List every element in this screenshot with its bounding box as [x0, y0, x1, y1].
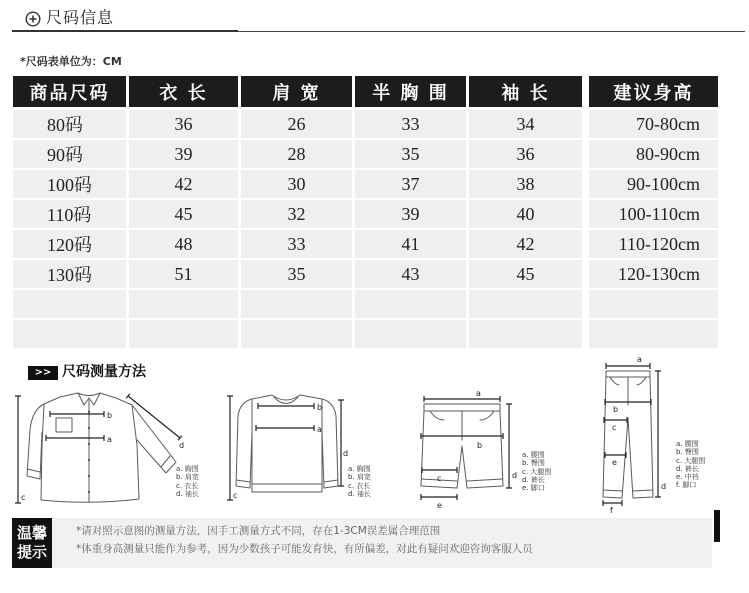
- legend-item: c. 衣长: [348, 481, 371, 490]
- section-title: 尺码信息: [46, 8, 115, 27]
- tips-badge: [12, 518, 52, 568]
- unit-note: *尺码表单位为：CM: [20, 55, 122, 68]
- legend-item: d. 裤长: [522, 475, 545, 484]
- empty-cell: [13, 320, 126, 348]
- shoulder-cell: 32: [241, 200, 352, 228]
- legend-item: c. 大腿围: [676, 456, 706, 465]
- table-row: [0, 140, 749, 168]
- empty-cell: [589, 320, 718, 348]
- legend-item: b. 肩宽: [348, 473, 371, 482]
- plus-sign: [30, 16, 37, 23]
- empty-cell: [129, 290, 238, 318]
- button-dot: [88, 491, 90, 493]
- half-chest-cell: 43: [355, 260, 466, 288]
- empty-cell: [469, 320, 582, 348]
- empty-cell: [13, 290, 126, 318]
- double-chevron-marker: >>: [28, 366, 58, 380]
- legend-item: e. 中裆: [676, 473, 699, 482]
- size-cell: 100码: [13, 170, 126, 198]
- tip-text: *请对照示意图的测量方法，因手工测量方式不同，存在1-3CM误差属合理范围: [76, 525, 441, 537]
- sweater-measure-line-a: [256, 425, 314, 431]
- length-cell: 45: [129, 200, 238, 228]
- legend-item: c. 衣长: [176, 481, 199, 490]
- shorts-label-a: a: [476, 389, 481, 398]
- tips-accent-bar: [714, 510, 720, 542]
- half-chest-cell: 37: [355, 170, 466, 198]
- shirt-label-c: c: [21, 493, 26, 502]
- measure-section-title: 尺码测量方法: [62, 364, 146, 380]
- col-header-shoulder: 肩 宽: [241, 76, 352, 107]
- shirt-icon: [15, 393, 184, 503]
- empty-cell: [469, 290, 582, 318]
- shoulder-cell: 35: [241, 260, 352, 288]
- empty-cell: [241, 290, 352, 318]
- pants-label-d: d: [661, 482, 667, 491]
- legend-item: c. 大腿围: [522, 467, 552, 476]
- legend-item: a. 胸围: [348, 465, 371, 473]
- sleeve-cell: 45: [469, 260, 582, 288]
- sweater-body-outline: [252, 395, 322, 492]
- half-chest-cell: 33: [355, 110, 466, 138]
- sleeve-cell: 36: [469, 140, 582, 168]
- tip-text: *体重身高测量只能作为参考，因为少数孩子可能发育快，有所偏差，对此有疑问欢迎咨询客服人员: [76, 543, 533, 555]
- half-chest-cell: 39: [355, 200, 466, 228]
- tips-badge-line: 温馨: [16, 524, 47, 542]
- measurement-diagrams: [0, 355, 749, 515]
- col-header-length: 衣 长: [129, 76, 238, 107]
- shorts-waistband: [424, 404, 500, 411]
- plus-circle-icon: [25, 11, 41, 27]
- table-empty-row: [0, 320, 749, 348]
- height-cell: 110-120cm: [589, 230, 718, 258]
- sweater-right-sleeve: [322, 399, 338, 488]
- legend-item: d. 裤长: [676, 464, 699, 473]
- table-empty-row: [0, 290, 749, 318]
- sweater-legend: [348, 465, 371, 498]
- height-cell: 100-110cm: [589, 200, 718, 228]
- shirt-right-sleeve: [132, 405, 176, 473]
- pants-label-c: c: [612, 423, 617, 432]
- pants-icon: [603, 355, 666, 515]
- sleeve-cell: 38: [469, 170, 582, 198]
- shirt-pocket: [56, 418, 72, 432]
- sleeve-cell: 42: [469, 230, 582, 258]
- height-cell: 70-80cm: [589, 110, 718, 138]
- shirt-legend: [176, 465, 199, 498]
- shirt-collar: [78, 393, 100, 502]
- sweater-label-d: d: [343, 449, 349, 458]
- col-header-half-chest: 半 胸 围: [355, 76, 466, 107]
- half-chest-cell: 35: [355, 140, 466, 168]
- size-cell: 110码: [13, 200, 126, 228]
- legend-item: f. 脚口: [676, 481, 697, 490]
- shirt-label-b: b: [107, 411, 113, 420]
- empty-cell: [355, 290, 466, 318]
- empty-cell: [241, 320, 352, 348]
- empty-cell: [129, 320, 238, 348]
- sweater-label-c: c: [233, 491, 238, 500]
- legend-item: d. 袖长: [176, 489, 199, 498]
- legend-item: b. 臀围: [522, 459, 545, 468]
- height-cell: 120-130cm: [589, 260, 718, 288]
- shirt-measure-line-b: [50, 411, 104, 417]
- length-cell: 42: [129, 170, 238, 198]
- shorts-label-b: b: [477, 441, 483, 450]
- button-dot: [88, 427, 90, 429]
- height-cell: 80-90cm: [589, 140, 718, 168]
- legend-item: a. 腰围: [522, 451, 545, 459]
- button-dot: [88, 475, 90, 477]
- shirt-measure-line-c: [15, 396, 21, 503]
- pants-measure-line-a: [606, 363, 650, 369]
- shorts-measure-line-a: [424, 396, 500, 402]
- legend-item: b. 肩宽: [176, 473, 199, 482]
- col-header-size: 商品尺码: [13, 76, 126, 107]
- header-divider-thin: [238, 31, 745, 32]
- size-cell: 90码: [13, 140, 126, 168]
- shirt-label-d: d: [179, 441, 185, 450]
- empty-cell: [355, 320, 466, 348]
- legend-item: b. 臀围: [676, 448, 699, 457]
- shirt-body-outline: [41, 393, 139, 502]
- shorts-label-c: c: [437, 474, 442, 483]
- sweater-measure-line-c: [227, 396, 233, 500]
- tips-badge-line: 提示: [16, 543, 47, 561]
- legend-item: d. 袖长: [348, 489, 371, 498]
- shorts-legend: [522, 451, 551, 492]
- header-divider-thick: [12, 30, 238, 32]
- table-row: [0, 260, 749, 288]
- length-cell: 39: [129, 140, 238, 168]
- sweater-label-b: b: [317, 403, 323, 412]
- length-cell: 48: [129, 230, 238, 258]
- pants-label-e: e: [612, 458, 617, 467]
- sweater-label-a: a: [317, 425, 322, 434]
- table-row: [0, 230, 749, 258]
- empty-cell: [589, 290, 718, 318]
- button-dot: [88, 459, 90, 461]
- pants-legend: [676, 440, 705, 490]
- shoulder-cell: 28: [241, 140, 352, 168]
- size-cell: 130码: [13, 260, 126, 288]
- shorts-measure-line-c: [422, 467, 457, 473]
- sleeve-cell: 40: [469, 200, 582, 228]
- shorts-icon: [421, 389, 517, 510]
- pants-label-f: f: [610, 506, 613, 515]
- length-cell: 51: [129, 260, 238, 288]
- pants-details: [603, 377, 652, 491]
- sweater-left-sleeve: [236, 399, 252, 488]
- pants-waistband: [606, 371, 650, 377]
- sweater-measure-line-d: [338, 400, 344, 486]
- shorts-label-d: d: [512, 471, 518, 480]
- length-cell: 36: [129, 110, 238, 138]
- half-chest-cell: 41: [355, 230, 466, 258]
- table-row: [0, 110, 749, 138]
- table-row: [0, 170, 749, 198]
- pants-label-b: b: [613, 405, 619, 414]
- legend-item: e. 脚口: [522, 484, 545, 493]
- shoulder-cell: 33: [241, 230, 352, 258]
- button-dot: [88, 443, 90, 445]
- size-table-header-row: [0, 76, 749, 107]
- sleeve-cell: 34: [469, 110, 582, 138]
- shoulder-cell: 30: [241, 170, 352, 198]
- shorts-measure-line-e: [421, 494, 457, 500]
- shirt-label-a: a: [107, 435, 112, 444]
- pants-measure-line-d: [655, 371, 661, 497]
- shirt-measure-line-a: [46, 435, 104, 441]
- pants-label-a: a: [637, 355, 642, 364]
- col-header-sleeve: 袖 长: [469, 76, 582, 107]
- legend-item: a. 腰围: [676, 440, 699, 448]
- height-cell: 90-100cm: [589, 170, 718, 198]
- sweater-icon: [227, 395, 348, 500]
- button-dot: [88, 411, 90, 413]
- table-row: [0, 200, 749, 228]
- size-cell: 80码: [13, 110, 126, 138]
- legend-item: a. 胸围: [176, 465, 199, 473]
- shoulder-cell: 26: [241, 110, 352, 138]
- shorts-label-e: e: [437, 501, 442, 510]
- col-header-height: 建议身高: [589, 76, 718, 107]
- size-cell: 120码: [13, 230, 126, 258]
